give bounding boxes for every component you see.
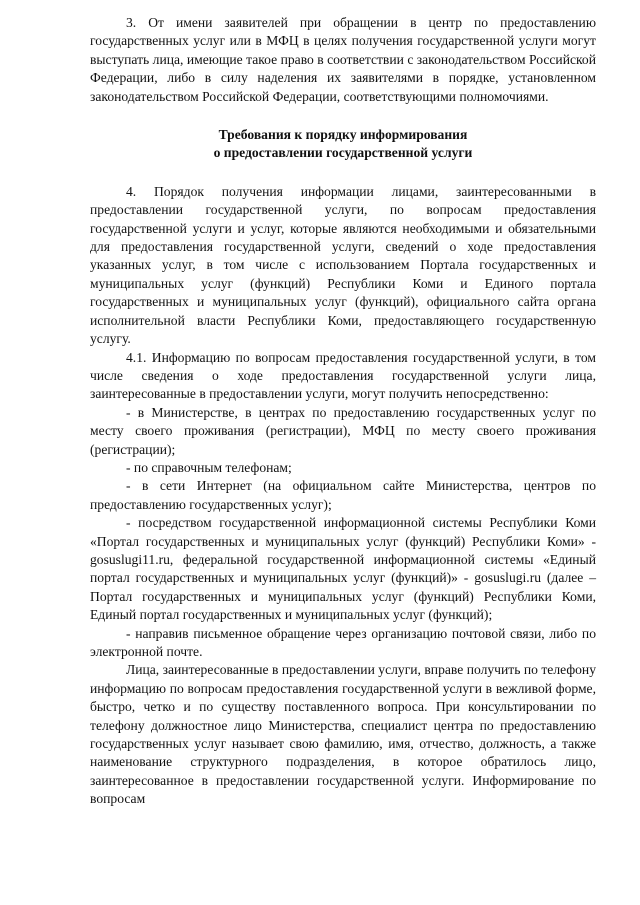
document-page (90, 14, 596, 809)
paragraph-3: 3. От имени заявителей при обращении в центр по предоставлению государственных услуг или в МФЦ в целях получения государственной услуги могут выступать лица, имеющие такое право в соответствии с законодательством Российской Федерации, либо в силу наделения их заявителями в порядке, установленном законодательством Российской Федерации, соответствующими полномочиями. (90, 15, 596, 104)
list-item-mail: - направив письменное обращение через организацию почтовой связи, либо по электронной почте. (90, 625, 596, 659)
section-heading (90, 126, 596, 163)
paragraph-4-1: 4.1. Информацию по вопросам предоставления государственной услуги, в том числе сведения о ходе предоставления государственной услуги лица, заинтересованные в предоставлении услуги, могут получить непосредственно: (90, 349, 596, 402)
paragraph-4: 4. Порядок получения информации лицами, заинтересованными в предоставлении государственной услуги, по вопросам предоставления государственной услуги и услуг, которые являются необходимыми и обязательными для предоставления государственной услуги, сведений о ходе предоставления указанных услуг, в том числе с использованием Портала государственных и муниципальных услуг (функций) Республики Коми и Единого портала государственных и муниципальных услуг (функций), официального сайта органа исполнительной власти Республики Коми, предоставляющего государственную услугу. (90, 183, 596, 347)
list-item-internet: - в сети Интернет (на официальном сайте Министерства, центров по предоставлению государственных услуг); (90, 478, 596, 512)
heading-line-1: Требования к порядку информирования (218, 127, 468, 143)
paragraph-phone-consulting: Лица, заинтересованные в предоставлении услуги, вправе получить по телефону информацию по вопросам предоставления государственной услуги в вежливой форме, быстро, четко и по существу поставленного вопроса. При консультировании по телефону должностное лицо Министерства, специалист центра по предоставлению государственных услуг называет свою фамилию, имя, отчество, должность, а также наименование структурного подразделения, в которое обратилось лицо, заинтересованное в предоставлении государственной услуги. Информирование по вопросам (90, 662, 596, 807)
list-item-portal: - посредством государственной информационной системы Республики Коми «Портал государственных и муниципальных услуг (функций) Республики Коми» - gosuslugi11.ru, федеральной государственной информационной системы «Единый портал государственных и муниципальных услуг (функций)» - gosuslugi.ru (далее – Портал государственных и муниципальных услуг (функций) Республики Коми, Единый портал государственных и муниципальных услуг (функций); (90, 515, 596, 623)
heading-line-2: о предоставлении государственной услуги (213, 145, 473, 161)
list-item-ministry: - в Министерстве, в центрах по предоставлению государственных услуг по месту своего проживания (регистрации), МФЦ по месту своего проживания (регистрации); (90, 404, 596, 457)
list-item-phones: - по справочным телефонам; (126, 459, 292, 475)
